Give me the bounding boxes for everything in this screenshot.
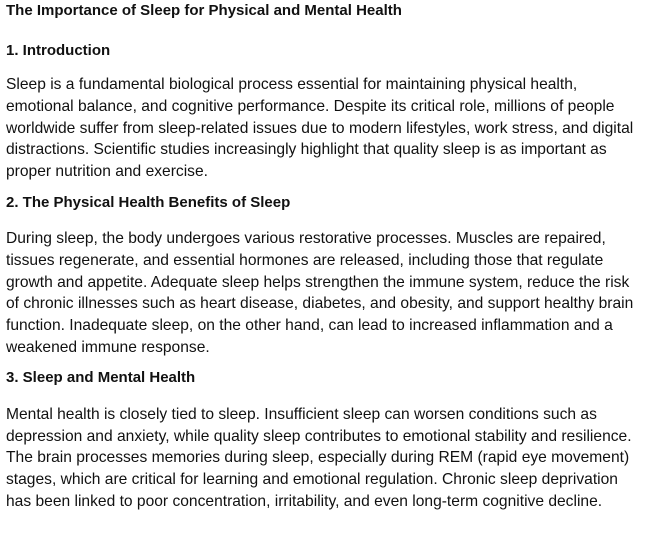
paragraph-line: tissues regenerate, and essential hormones are released, including those that regulate (6, 251, 604, 269)
paragraph-line: During sleep, the body undergoes various restorative processes. Muscles are repaired, (6, 229, 606, 247)
paragraph-line: growth and appetite. Adequate sleep helps strengthen the immune system, reduce the risk (6, 273, 630, 291)
section-heading-introduction: 1. Introduction (6, 42, 111, 59)
paragraph-line: The brain processes memories during sleep, especially during REM (rapid eye movement) (6, 449, 630, 467)
paragraph-line: proper nutrition and exercise. (6, 163, 208, 181)
paragraph-line: Mental health is closely tied to sleep. Insufficient sleep can worsen conditions such as (6, 405, 597, 423)
section-heading-mental-health: 3. Sleep and Mental Health (6, 368, 196, 386)
paragraph-line: distractions. Scientific studies increasingly highlight that quality sleep is as important as (6, 141, 607, 159)
document-page (6, 0, 658, 513)
paragraph-line: depression and anxiety, while quality sleep contributes to emotional stability and resilience. (6, 427, 632, 445)
paragraph-line: Sleep is a fundamental biological process essential for maintaining physical health, (6, 76, 578, 93)
paragraph-line: function. Inadequate sleep, on the other hand, can lead to increased inflammation and a (6, 317, 613, 335)
paragraph-line: emotional balance, and cognitive performance. Despite its critical role, millions of people (6, 97, 615, 115)
section-heading-physical-health: 2. The Physical Health Benefits of Sleep (6, 193, 291, 211)
paragraph-line: stages, which are critical for learning and emotional regulation. Chronic sleep deprivation (6, 471, 618, 489)
section-paragraph-physical-health (6, 228, 658, 359)
section-paragraph-mental-health (6, 404, 658, 513)
paragraph-line: weakened immune response. (6, 338, 210, 356)
paragraph-line: worldwide suffer from sleep-related issues due to modern lifestyles, work stress, and digital (6, 119, 634, 137)
paragraph-line: of chronic illnesses such as heart disease, diabetes, and obesity, and support healthy brain (6, 295, 634, 313)
paragraph-line: has been linked to poor concentration, irritability, and even long-term cognitive decline. (6, 492, 603, 510)
section-paragraph-introduction (6, 74, 658, 183)
document-title: The Importance of Sleep for Physical and Mental Health (6, 2, 402, 19)
